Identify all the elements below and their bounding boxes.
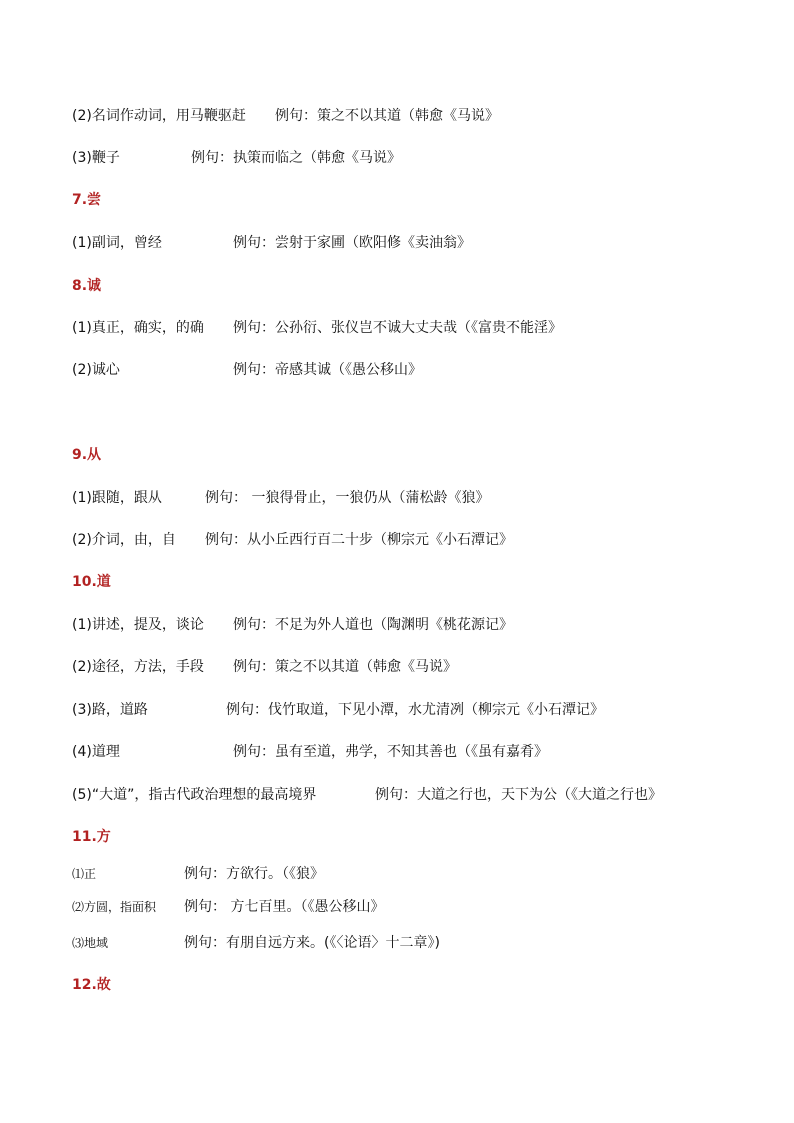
entry-cong-1: [72, 488, 490, 508]
example-text: 例句：公孙衍、张仪岂不诚大丈夫哉（《富贵不能淫》: [233, 320, 562, 336]
sense-text: (2)诚心: [72, 362, 120, 378]
sense-text: (2)名词作动词，用马鞭驱赶: [72, 108, 246, 124]
example-text: 例句：策之不以其道（韩愈《马说》: [233, 659, 457, 675]
example-text: 例句：虽有至道，弗学，不知其善也（《虽有嘉肴》: [233, 744, 548, 760]
entry-dao-5: [72, 785, 662, 805]
sense-text: (1)真正，确实，的确: [72, 320, 204, 336]
entry-fang-1: [72, 864, 324, 884]
sense-text: (3)路，道路: [72, 702, 148, 718]
entry-cheng-1: [72, 318, 562, 338]
entry-ce-3: [72, 148, 401, 168]
sense-text: (4)道理: [72, 744, 120, 760]
example-text: 例句：尝射于家圃（欧阳修《卖油翁》: [233, 235, 471, 251]
entry-dao-3: [72, 700, 604, 720]
sense-text: ⑶地域: [72, 936, 109, 950]
heading-chang: 7.尝: [72, 192, 102, 208]
heading-cong: 9.从: [72, 447, 102, 463]
example-text: 例句：伐竹取道，下见小潭，水尤清冽（柳宗元《小石潭记》: [226, 702, 604, 718]
entry-dao-2: [72, 657, 457, 677]
example-text: 例句： 方七百里。（《愚公移山》: [184, 899, 385, 915]
sense-text: ⑴正: [72, 867, 97, 881]
heading-fang: 11.方: [72, 829, 111, 845]
entry-cheng-2: [72, 360, 422, 380]
sense-text: ⑵方圆，指面积: [72, 900, 157, 914]
entry-dao-4: [72, 742, 548, 762]
entry-cong-2: [72, 530, 513, 550]
example-text: 例句：从小丘西行百二十步（柳宗元《小石潭记》: [205, 532, 513, 548]
example-text: 例句：大道之行也，天下为公（《大道之行也》: [375, 787, 662, 803]
sense-text: (1)副词，曾经: [72, 235, 162, 251]
sense-text: (2)途径，方法，手段: [72, 659, 204, 675]
entry-chang-1: [72, 233, 471, 253]
sense-text: (3)鞭子: [72, 150, 120, 166]
example-text: 例句：方欲行。（《狼》: [184, 866, 324, 882]
example-text: 例句：有朋自远方来。(《〈论语〉十二章》): [184, 935, 440, 951]
entry-dao-1: [72, 615, 513, 635]
entry-fang-3: [72, 933, 440, 953]
sense-text: (2)介词，由，自: [72, 532, 176, 548]
example-text: 例句：执策而临之（韩愈《马说》: [191, 150, 401, 166]
example-text: 例句：帝感其诚（《愚公移山》: [233, 362, 422, 378]
sense-text: (1)讲述，提及，谈论: [72, 617, 204, 633]
entry-fang-2: [72, 897, 385, 917]
entry-ce-2: [72, 106, 499, 126]
sense-text: (1)跟随，跟从: [72, 490, 162, 506]
heading-cheng: 8.诚: [72, 278, 102, 294]
heading-dao: 10.道: [72, 574, 111, 590]
example-text: 例句： 一狼得骨止，一狼仍从（蒲松龄《狼》: [205, 490, 490, 506]
example-text: 例句：策之不以其道（韩愈《马说》: [275, 108, 499, 124]
example-text: 例句：不足为外人道也（陶渊明《桃花源记》: [233, 617, 513, 633]
heading-gu: 12.故: [72, 977, 111, 993]
sense-text: (5)“大道”，指古代政治理想的最高境界: [72, 787, 317, 803]
